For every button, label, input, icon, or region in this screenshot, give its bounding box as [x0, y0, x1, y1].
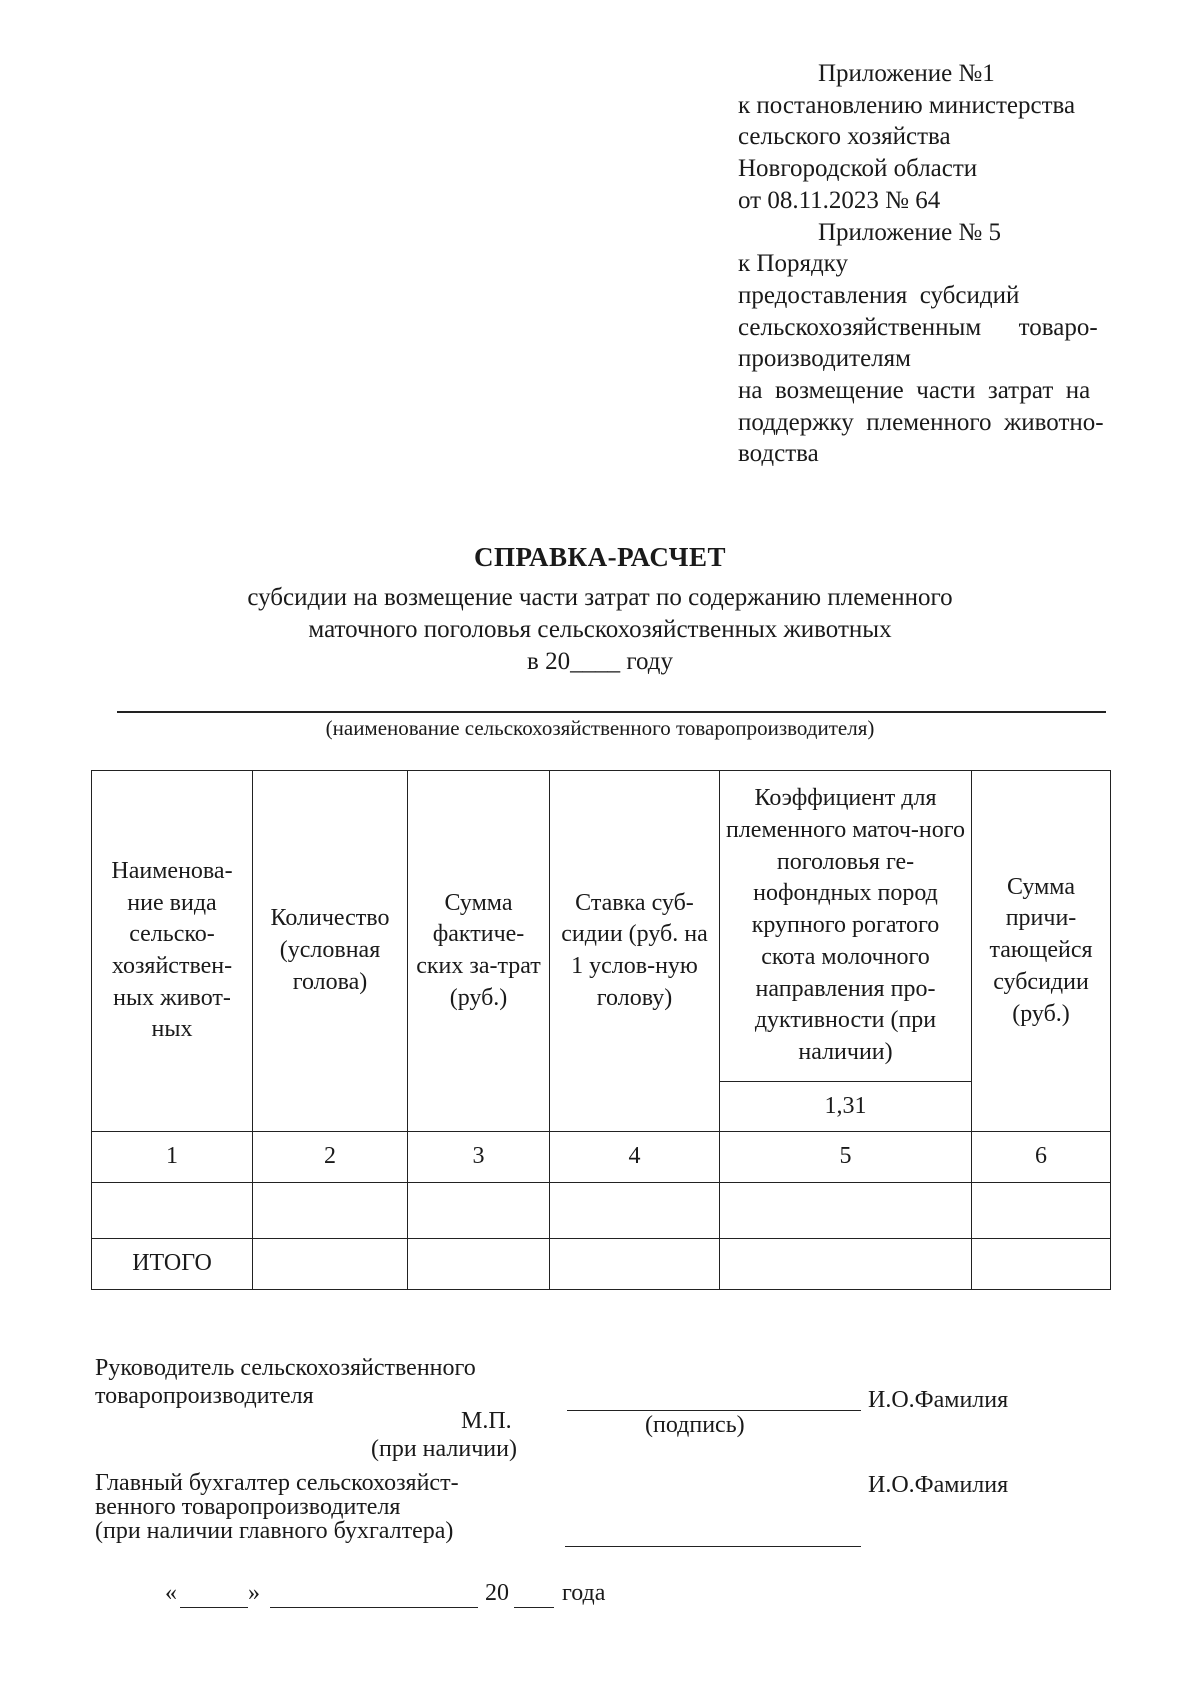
subtitle-line: маточного поголовья сельскохозяйственных животных: [308, 616, 892, 643]
attachment-line: к Порядку: [738, 250, 848, 278]
coefficient-value: 1,31: [720, 1082, 972, 1132]
attachment-line: предоставления субсидий: [738, 281, 1020, 309]
header-subsidy-rate: Ставка суб-сидии (руб. на 1 услов-ную голову): [550, 771, 720, 1132]
producer-caption: (наименование сельскохозяйственного товаропроизводителя): [325, 716, 875, 740]
attachment-line: сельскохозяйственным товаро-: [738, 313, 1098, 341]
column-number: 5: [720, 1132, 972, 1183]
subtitle-line: в 20____ году: [527, 648, 673, 675]
producer-name-line: [117, 711, 1106, 713]
attachment-line: производителям: [738, 345, 911, 373]
header-quantity: Количество (условная голова): [253, 771, 408, 1132]
accountant-name: И.О.Фамилия: [868, 1472, 1009, 1498]
total-cell[interactable]: [972, 1239, 1111, 1290]
date-open-quote: «: [165, 1580, 177, 1606]
attachment-line: Новгородской области: [738, 155, 978, 183]
head-name: И.О.Фамилия: [868, 1387, 1009, 1413]
header-actual-costs: Сумма фактиче-ских за-трат (руб.): [408, 771, 550, 1132]
head-signature-line[interactable]: [567, 1410, 861, 1411]
total-cell[interactable]: [720, 1239, 972, 1290]
accountant-title-line1: Главный бухгалтер сельскохозяйст-: [95, 1470, 459, 1496]
column-number: 3: [408, 1132, 550, 1183]
date-year-suffix: года: [562, 1580, 606, 1606]
date-day-line[interactable]: [180, 1607, 248, 1608]
signature-caption: (подпись): [645, 1412, 745, 1438]
accountant-title-line2: венного товаропроизводителя: [95, 1494, 401, 1520]
document-subtitle: [0, 582, 1200, 678]
accountant-signature-line[interactable]: [565, 1546, 861, 1547]
column-number: 6: [972, 1132, 1111, 1183]
head-title-line1: Руководитель сельскохозяйственного: [95, 1355, 476, 1381]
data-cell[interactable]: [253, 1183, 408, 1239]
header-subsidy-amount: Сумма причи-тающейся субсидии (руб.): [972, 771, 1111, 1132]
attachment-line: к постановлению министерства: [738, 91, 1076, 119]
data-cell[interactable]: [92, 1183, 253, 1239]
total-label: ИТОГО: [92, 1239, 253, 1290]
attachment-line: Приложение №1: [818, 60, 995, 87]
head-title-line2: товаропроизводителя: [95, 1383, 314, 1409]
column-number: 1: [92, 1132, 253, 1183]
subtitle-line: субсидии на возмещение части затрат по содержанию племенного: [247, 584, 953, 611]
attachment-line: от 08.11.2023 № 64: [738, 186, 941, 214]
data-cell[interactable]: [720, 1183, 972, 1239]
header-animal-type: Наименова-ние вида сельско-хозяйствен-ных живот-ных: [92, 771, 253, 1132]
attachment-line: поддержку племенного животно-: [738, 408, 1104, 436]
total-cell[interactable]: [408, 1239, 550, 1290]
total-cell[interactable]: [253, 1239, 408, 1290]
date-year-line[interactable]: [514, 1607, 554, 1608]
data-cell[interactable]: [408, 1183, 550, 1239]
total-cell[interactable]: [550, 1239, 720, 1290]
data-cell[interactable]: [550, 1183, 720, 1239]
stamp-note: (при наличии): [371, 1436, 517, 1462]
attachment-line: сельского хозяйства: [738, 123, 951, 151]
attachment-block: [738, 58, 1146, 470]
attachment-line: водства: [738, 440, 819, 468]
attachment-line: на возмещение части затрат на: [738, 377, 1091, 405]
column-number: 4: [550, 1132, 720, 1183]
attachment-line: Приложение № 5: [818, 218, 1002, 246]
document-title: СПРАВКА-РАСЧЕТ: [474, 542, 726, 572]
date-month-line[interactable]: [270, 1607, 478, 1608]
accountant-title-line3: (при наличии главного бухгалтера): [95, 1518, 454, 1544]
stamp-label: М.П.: [461, 1408, 512, 1434]
calculation-table: [91, 770, 1111, 1290]
date-year-prefix: 20: [485, 1580, 509, 1606]
data-cell[interactable]: [972, 1183, 1111, 1239]
header-coefficient: Коэффициент для племенного маточ-ного поголовья ге-нофондных пород крупного рогатого скота молочного направления про-дуктивности (при наличии): [720, 771, 972, 1082]
column-number: 2: [253, 1132, 408, 1183]
date-close-quote: »: [248, 1580, 260, 1606]
